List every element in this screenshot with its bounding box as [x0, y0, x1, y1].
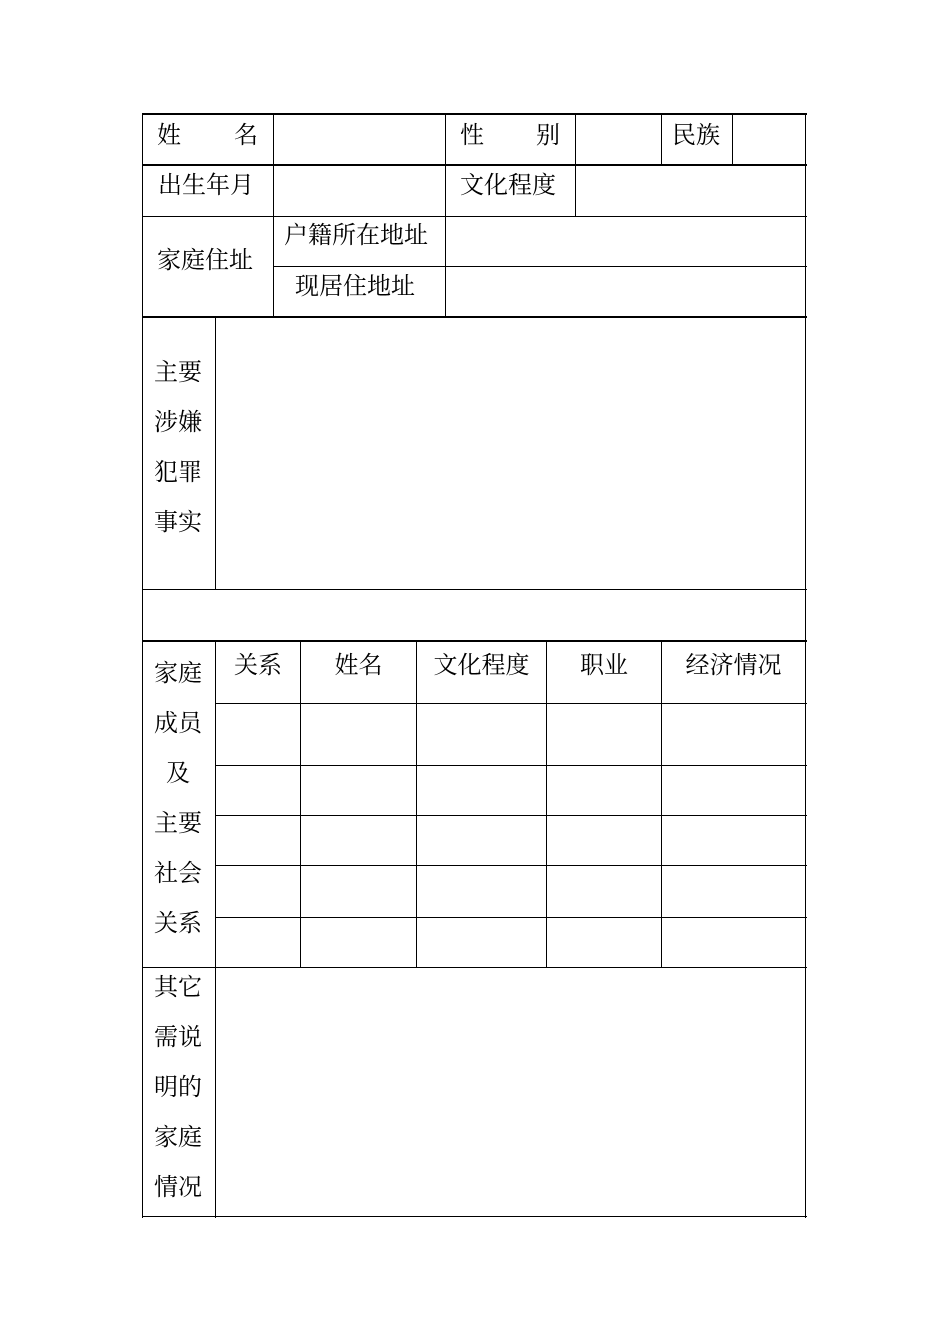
education-field[interactable] [576, 166, 805, 216]
table-row[interactable] [216, 866, 805, 917]
family-relations-label [142, 659, 214, 959]
gender-label-char: 别 [536, 121, 560, 149]
table-row[interactable] [216, 918, 805, 967]
household-info-form [142, 113, 807, 1218]
home-address-label: 家庭住址 [157, 246, 253, 274]
border-top [142, 113, 807, 115]
name-label-char: 名 [234, 121, 258, 149]
crime-facts-label-line: 事实 [154, 508, 202, 536]
name-field[interactable] [274, 115, 445, 164]
birth-date-field[interactable] [274, 166, 445, 216]
ethnicity-label: 民族 [672, 121, 720, 149]
birth-date-label: 出生年月 [158, 171, 254, 199]
blank-row-field[interactable] [143, 590, 805, 640]
border-bottom [142, 1216, 807, 1217]
current-address-field[interactable] [446, 267, 805, 316]
other-label-line: 需说 [154, 1023, 202, 1051]
crime-facts-label [142, 358, 214, 558]
family-label-line: 及 [166, 759, 190, 787]
current-address-label: 现居住地址 [295, 272, 415, 300]
crime-facts-label-line: 主要 [154, 358, 202, 386]
family-label-line: 关系 [154, 909, 202, 937]
crime-facts-label-line: 犯罪 [154, 458, 202, 486]
family-label-line: 家庭 [154, 659, 202, 687]
column-header-education: 文化程度 [433, 651, 530, 679]
family-label-line: 成员 [154, 709, 202, 737]
column-header-occupation: 职业 [580, 651, 628, 679]
name-label [157, 121, 258, 149]
family-label-line: 主要 [154, 809, 202, 837]
column-header-relation: 关系 [234, 651, 282, 679]
column-header-name: 姓名 [334, 651, 383, 679]
gender-label-char: 性 [460, 121, 484, 149]
crime-facts-label-line: 涉嫌 [154, 408, 202, 436]
border-right [805, 113, 806, 1218]
table-row[interactable] [216, 704, 805, 765]
other-label-line: 家庭 [154, 1123, 202, 1151]
ethnicity-field[interactable] [733, 115, 805, 164]
registered-address-field[interactable] [446, 217, 805, 266]
table-row[interactable] [216, 816, 805, 865]
other-label-line: 情况 [154, 1173, 202, 1201]
table-row[interactable] [216, 766, 805, 815]
family-label-line: 社会 [154, 859, 202, 887]
crime-facts-field[interactable] [216, 318, 805, 589]
col-divider [661, 113, 662, 165]
other-label-line: 明的 [154, 1073, 202, 1101]
other-family-info-label [142, 973, 214, 1223]
registered-address-label: 户籍所在地址 [284, 221, 428, 249]
other-family-info-field[interactable] [216, 968, 805, 1216]
education-label: 文化程度 [460, 171, 556, 199]
other-label-line: 其它 [154, 973, 202, 1001]
gender-field[interactable] [576, 115, 661, 164]
name-label-char: 姓 [157, 121, 181, 149]
gender-label [460, 121, 560, 149]
row-divider [142, 640, 807, 642]
column-header-economic-status: 经济情况 [685, 651, 782, 679]
